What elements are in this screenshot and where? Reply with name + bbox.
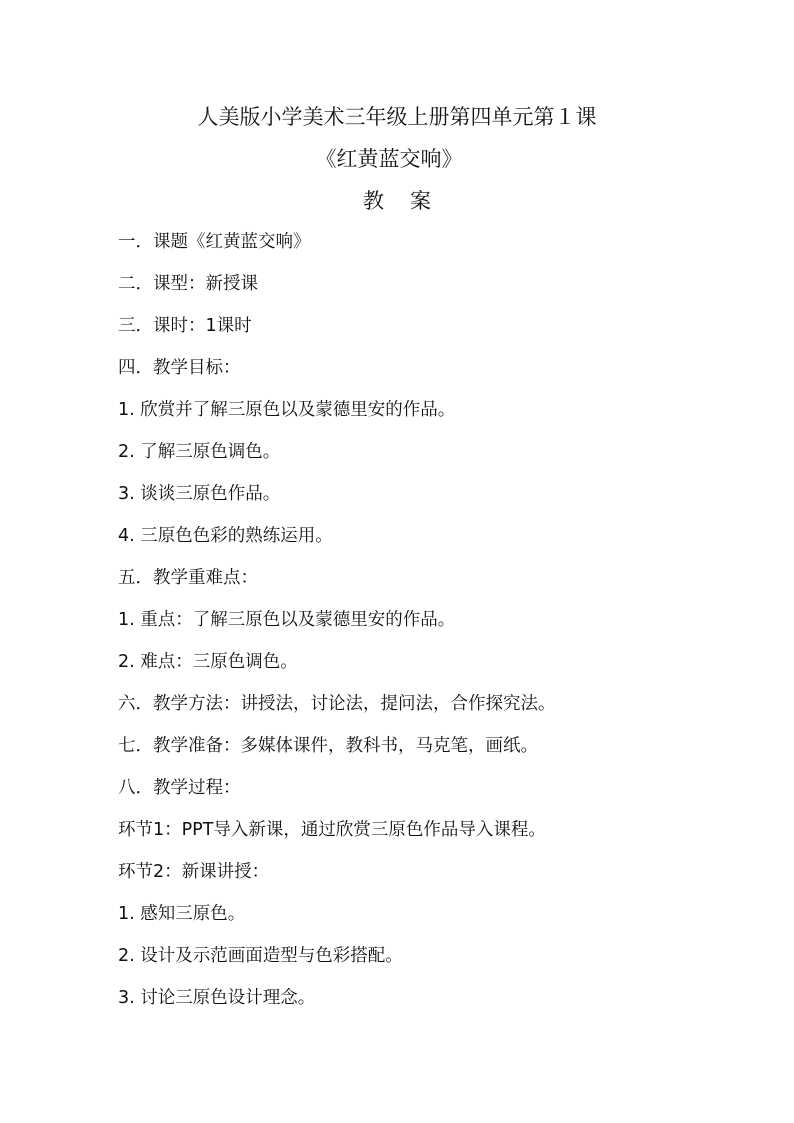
document-title: 人美版小学美术三年级上册第四单元第１课: [197, 105, 597, 129]
objective-1: 1. 欣赏并了解三原色以及蒙德里安的作品。: [118, 400, 456, 420]
item-objectives-heading: 四．教学目标：: [118, 358, 241, 378]
process-substep-3: 3. 讨论三原色设计理念。: [118, 988, 316, 1008]
document-type-heading: 教案: [363, 189, 457, 213]
process-substep-1: 1. 感知三原色。: [118, 904, 246, 924]
objective-2: 2. 了解三原色调色。: [118, 442, 281, 462]
key-point-1: 1. 重点：了解三原色以及蒙德里安的作品。: [118, 610, 456, 630]
key-point-2: 2. 难点：三原色调色。: [118, 652, 298, 672]
process-step-1: 环节1：PPT导入新课，通过欣赏三原色作品导入课程。: [118, 820, 546, 840]
item-teaching-process-heading: 八．教学过程：: [118, 778, 241, 798]
item-teaching-methods: 六．教学方法：讲授法，讨论法，提问法，合作探究法。: [118, 694, 556, 714]
item-teaching-preparation: 七．教学准备：多媒体课件，教科书，马克笔，画纸。: [118, 736, 538, 756]
item-class-hours: 三．课时：1课时: [118, 316, 252, 336]
objective-4: 4. 三原色色彩的熟练运用。: [118, 526, 333, 546]
item-key-points-heading: 五．教学重难点：: [118, 568, 258, 588]
process-step-2: 环节2：新课讲授：: [118, 862, 270, 882]
item-topic: 一．课题《红黄蓝交响》: [118, 232, 311, 252]
objective-3: 3. 谈谈三原色作品。: [118, 484, 281, 504]
process-substep-2: 2. 设计及示范画面造型与色彩搭配。: [118, 946, 403, 966]
lesson-title: 《红黄蓝交响》: [315, 147, 463, 171]
item-lesson-type: 二．课型：新授课: [118, 274, 258, 294]
